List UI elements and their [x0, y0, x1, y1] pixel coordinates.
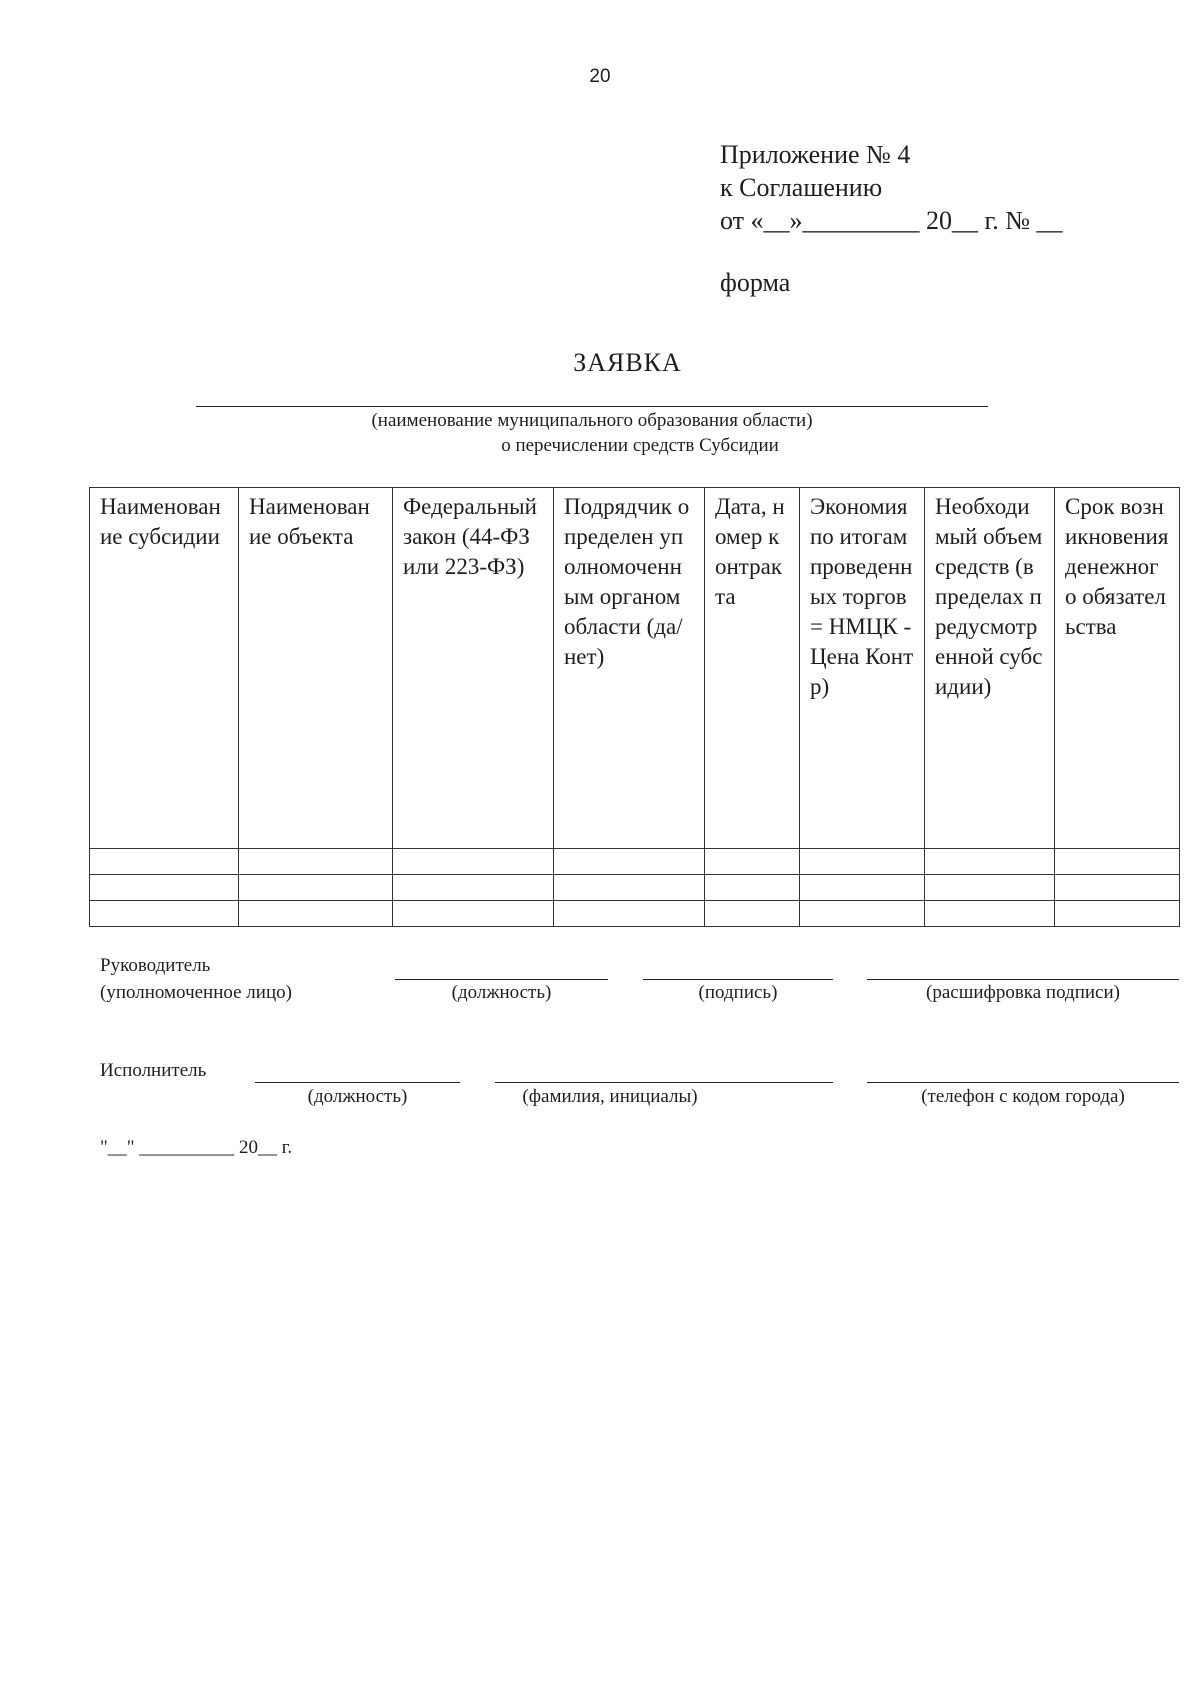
document-title: ЗАЯВКА — [573, 348, 682, 377]
appendix-title: Приложение № 4 — [720, 140, 911, 169]
table-cell[interactable] — [800, 901, 925, 927]
head-decoding-caption: (расшифровка подписи) — [926, 982, 1120, 1003]
table-cell[interactable] — [554, 849, 705, 875]
page-number: 20 — [589, 66, 611, 87]
header-savings: Экономия по итогам проведенных торгов = НМЦК - Цена Контр) — [800, 488, 925, 849]
table-row — [90, 849, 1180, 875]
table-cell[interactable] — [1055, 901, 1180, 927]
head-position-caption: (должность) — [451, 982, 552, 1003]
table-cell[interactable] — [1055, 875, 1180, 901]
head-signature-caption: (подпись) — [698, 982, 778, 1003]
header-contractor: Подрядчик определен уполномоченным органом области (да/нет) — [554, 488, 705, 849]
date-line: "__" __________ 20__ г. — [100, 1137, 293, 1158]
table-cell[interactable] — [925, 875, 1055, 901]
head-signature-line[interactable] — [643, 979, 833, 980]
header-subsidy-name: Наименование субсидии — [90, 488, 239, 849]
table-cell[interactable] — [925, 849, 1055, 875]
table-cell[interactable] — [239, 875, 393, 901]
table-cell[interactable] — [393, 849, 554, 875]
table-cell[interactable] — [1055, 849, 1180, 875]
table-cell[interactable] — [705, 901, 800, 927]
head-label: Руководитель — [100, 955, 211, 976]
table-cell[interactable] — [90, 875, 239, 901]
head-position-line[interactable] — [395, 979, 608, 980]
table-cell[interactable] — [554, 901, 705, 927]
appendix-agreement: к Соглашению — [720, 173, 883, 202]
table-header-row — [90, 488, 1180, 849]
table-cell[interactable] — [239, 849, 393, 875]
head-label-sub: (уполномоченное лицо) — [100, 982, 292, 1003]
table-cell[interactable] — [800, 875, 925, 901]
municipality-blank-line — [196, 406, 988, 407]
header-federal-law: Федеральный закон (44-ФЗ или 223-ФЗ) — [393, 488, 554, 849]
header-contract-date-number: Дата, номер контракта — [705, 488, 800, 849]
subsidy-table — [89, 487, 1180, 927]
table-cell[interactable] — [90, 901, 239, 927]
executor-name-caption: (фамилия, инициалы) — [522, 1086, 698, 1107]
table-cell[interactable] — [393, 901, 554, 927]
head-decoding-line[interactable] — [867, 979, 1179, 980]
table-cell[interactable] — [239, 901, 393, 927]
table-row — [90, 901, 1180, 927]
table-cell[interactable] — [800, 849, 925, 875]
header-object-name: Наименование объекта — [239, 488, 393, 849]
table-cell[interactable] — [393, 875, 554, 901]
executor-label: Исполнитель — [100, 1060, 207, 1081]
executor-phone-caption: (телефон с кодом города) — [921, 1086, 1125, 1107]
appendix-header — [720, 138, 1063, 237]
header-required-funds: Необходимый объем средств (в пределах предусмотренной субсидии) — [925, 488, 1055, 849]
table-cell[interactable] — [554, 875, 705, 901]
executor-position-line[interactable] — [255, 1082, 460, 1083]
table-cell[interactable] — [705, 849, 800, 875]
document-subtitle: о перечислении средств Субсидии — [501, 435, 779, 456]
table-row — [90, 875, 1180, 901]
table-cell[interactable] — [705, 875, 800, 901]
municipality-caption: (наименование муниципального образования области) — [371, 410, 813, 431]
executor-name-line[interactable] — [495, 1082, 833, 1083]
table-cell[interactable] — [925, 901, 1055, 927]
appendix-date-number: от «__»_________ 20__ г. № __ — [720, 206, 1063, 235]
header-obligation-date: Срок возникновения денежного обязательства — [1055, 488, 1180, 849]
executor-phone-line[interactable] — [867, 1082, 1179, 1083]
form-label: форма — [720, 268, 791, 297]
table-cell[interactable] — [90, 849, 239, 875]
executor-position-caption: (должность) — [307, 1086, 408, 1107]
